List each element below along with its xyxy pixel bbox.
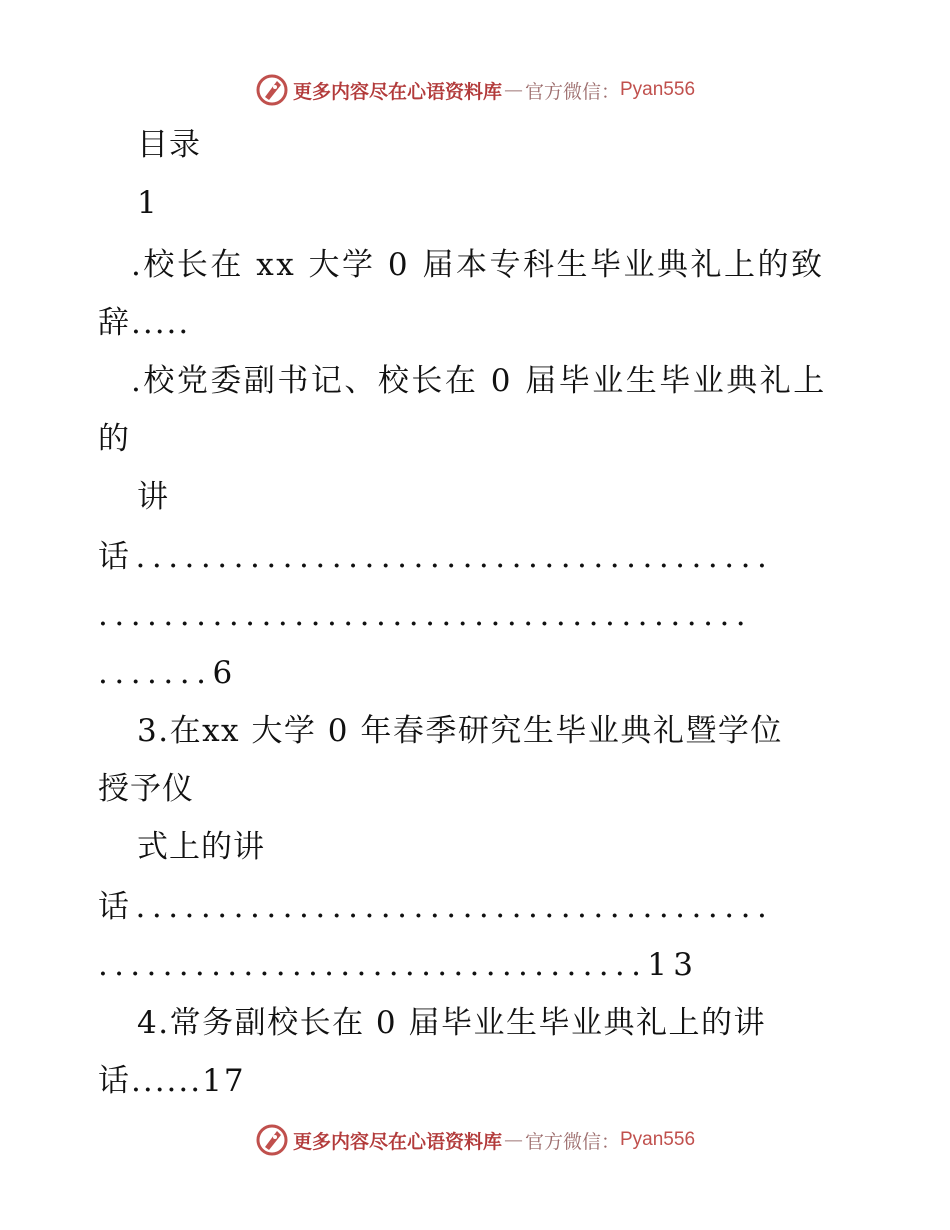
toc-line: 话....................................... [98,889,774,925]
toc-line: 3.在xx 大学 0 年春季研究生毕业典礼暨学位 [137,713,783,749]
toc-line: 的 [98,421,130,457]
toc-line: 辞..... [98,305,191,341]
watermark-wechat-label: 官方微信： [524,80,620,103]
toc-line: 4.常务副校长在 0 届毕业生毕业典礼上的讲 [137,1005,767,1041]
toc-line: 式上的讲 [137,829,265,865]
toc-line: 讲 [137,479,169,515]
watermark-brand: 更多内容尽在心语资料库 [292,80,502,103]
watermark-wechat-id: Pyan556 [620,1129,696,1150]
watermark-separator: — [503,79,523,101]
toc-line: 话....................................... [98,539,774,575]
watermark-brand: 更多内容尽在心语资料库 [292,1130,502,1153]
toc-line: ..................................13 [98,947,700,983]
toc-line: ........................................ [98,597,753,633]
watermark-wechat-label: 官方微信： [524,1130,620,1153]
toc-line: 话......17 [98,1063,246,1099]
watermark-footer [0,1120,950,1160]
toc-line: .......6 [98,655,239,691]
toc-line: 授予仪 [98,771,194,807]
toc-line: .校党委副书记、校长在 0 届毕业生毕业典礼上 [131,363,827,399]
toc-number: 1 [137,185,158,221]
pen-nib-circle-icon [255,1123,289,1157]
watermark-separator: — [503,1129,523,1151]
toc-line: .校长在 xx 大学 0 届本专科生毕业典礼上的致 [131,247,825,283]
watermark-wechat-id: Pyan556 [620,79,696,100]
toc-title: 目录 [137,127,201,163]
